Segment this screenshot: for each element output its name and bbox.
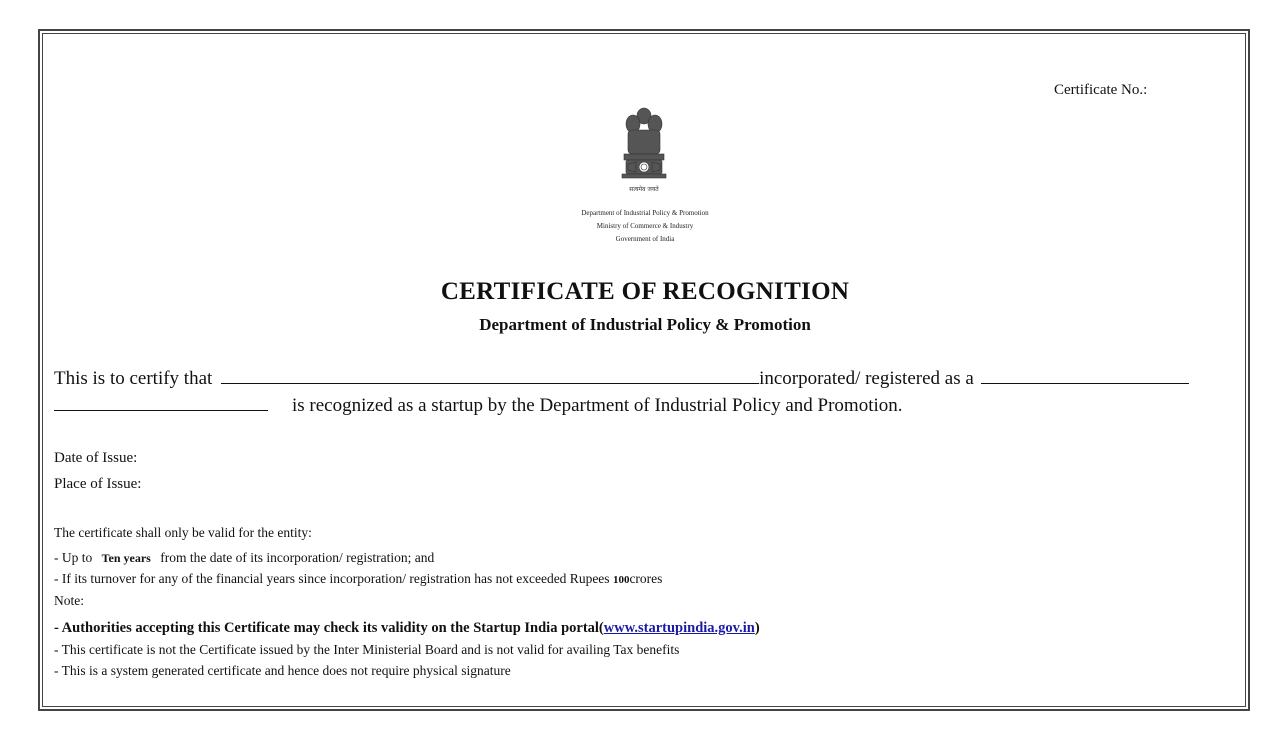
entity-type-blank [981,383,1189,384]
validity-rule-1 [54,550,434,566]
state-emblem-icon [614,104,674,196]
note-3: - This is a system generated certificate and hence does not require physical signature [54,663,511,678]
certificate-subtitle: Department of Industrial Policy & Promotion [479,315,811,334]
date-of-issue-label: Date of Issue: [54,450,138,466]
certify-mid: incorporated/ registered as a [759,368,974,389]
startup-india-link[interactable]: www.startupindia.gov.in [603,620,755,636]
rule1-suffix: from the date of its incorporation/ registration; and [160,550,435,565]
note1-prefix: - Authorities accepting this Certificate may check its validity on the Startup India portal( [54,620,604,636]
validity-rule-2 [54,571,662,587]
note-2: - This certificate is not the Certificate issued by the Inter Ministerial Board and is not valid for availing Tax benefits [54,642,680,657]
certify-line-2 [54,395,903,417]
rule2-suffix: crores [629,571,663,586]
note1-suffix: ) [754,620,760,636]
certify-suffix: is recognized as a startup by the Department of Industrial Policy and Promotion. [292,395,903,416]
note-label: Note: [54,593,84,608]
emblem-motto: सत्यमेव जयते [629,186,659,193]
entity-type-blank-continued [54,410,268,411]
dept-line-3: Government of India [615,235,675,243]
certificate-title: CERTIFICATE OF RECOGNITION [440,278,850,305]
rule2-prefix: - If its turnover for any of the financial years since incorporation/ registration has not exceeded Rupees [54,571,610,586]
certificate-number-label: Certificate No.: [1054,82,1148,98]
rule1-years-value: Ten years [101,551,151,565]
certify-prefix: This is to certify that [54,368,213,389]
rule1-prefix: - Up to [54,550,93,565]
certify-line-1 [54,368,1189,390]
entity-name-blank [221,383,759,384]
place-of-issue-label: Place of Issue: [54,476,142,492]
validity-intro: The certificate shall only be valid for the entity: [54,525,312,540]
dept-line-1: Department of Industrial Policy & Promotion [581,209,709,217]
rule2-turnover-value: 100 [612,574,630,586]
note-1 [54,620,760,637]
dept-line-2: Ministry of Commerce & Industry [596,222,694,230]
